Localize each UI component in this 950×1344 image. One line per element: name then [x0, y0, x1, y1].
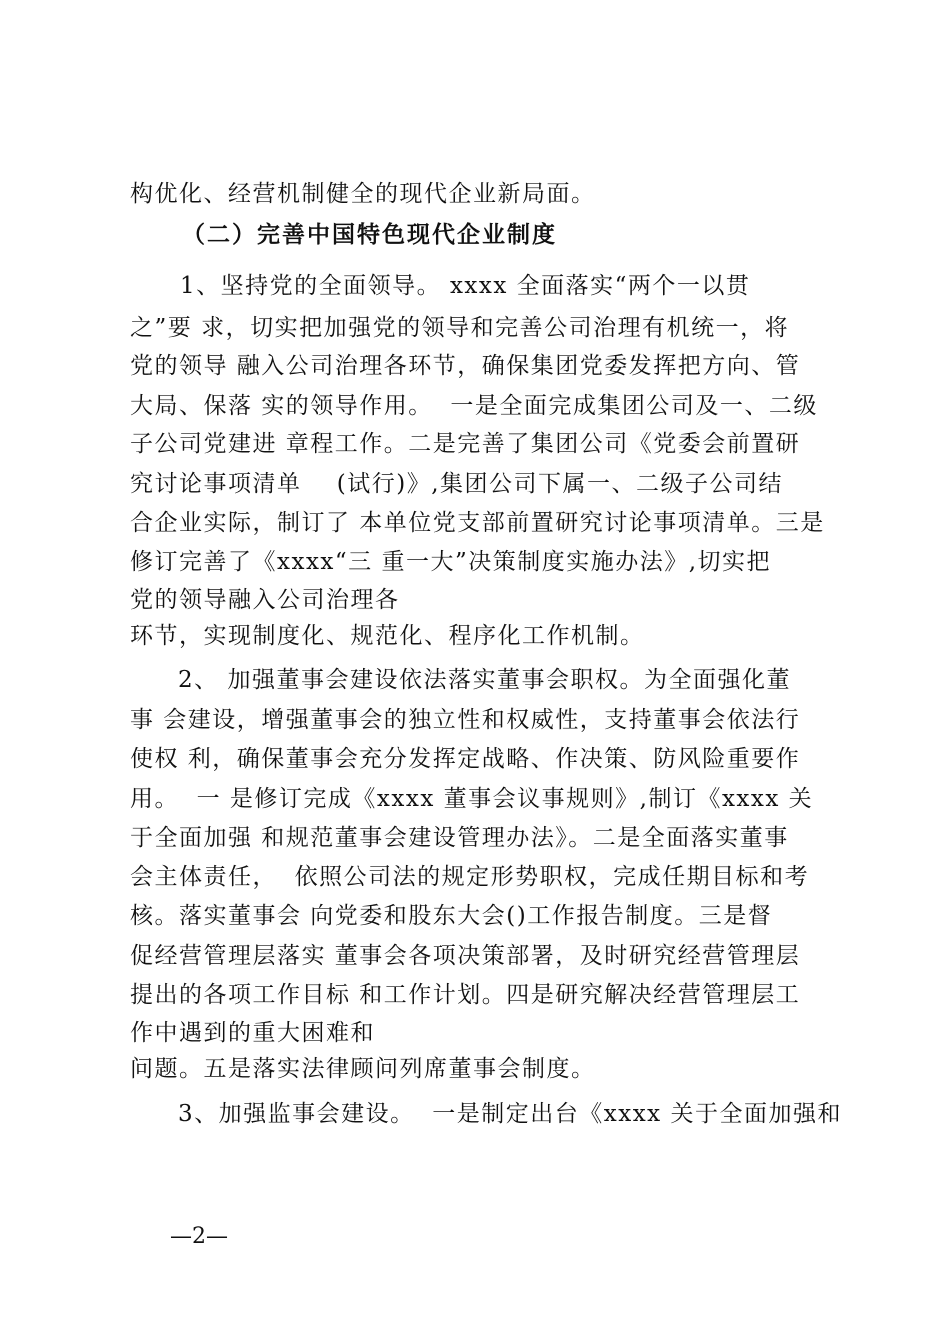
- body-text-line: 党的领导融入公司治理各: [130, 587, 400, 613]
- body-text-line: 用。 一 是修订完成《xxxx 董事会议事规则》,制订《xxxx 关: [130, 786, 814, 812]
- body-text-line: 环节，实现制度化、规范化、程序化工作机制。: [130, 623, 645, 649]
- body-text-line: 3、加强监事会建设。 一是制定出台《xxxx 关于全面加强和: [178, 1101, 842, 1127]
- section-heading: （二）完善中国特色现代企业制度: [182, 221, 557, 248]
- body-text-line: 大局、保落 实的领导作用。 一是全面完成集团公司及一、二级: [130, 393, 818, 419]
- body-text-line: 之”要 求，切实把加强党的领导和完善公司治理有机统一，将: [130, 315, 790, 341]
- body-text-line: 使权 利，确保董事会充分发挥定战略、作决策、防风险重要作: [130, 746, 801, 772]
- body-text-line: 于全面加强 和规范董事会建设管理办法》。二是全面落实董事: [130, 825, 789, 851]
- body-text-line: 2、 加强董事会建设依法落实董事会职权。为全面强化董: [178, 667, 791, 693]
- body-text-line: 合企业实际，制订了 本单位党支部前置研究讨论事项清单。三是: [130, 510, 825, 536]
- body-text-line: 问题。五是落实法律顾问列席董事会制度。: [130, 1056, 596, 1082]
- body-text-line: 提出的各项工作目标 和工作计划。四是研究解决经营管理层工: [130, 982, 801, 1008]
- body-text-line: 核。落实董事会 向党委和股东大会()工作报告制度。三是督: [130, 903, 773, 929]
- body-text-line: 党的领导 融入公司治理各环节，确保集团党委发挥把方向、管: [130, 353, 801, 379]
- body-text-line: 1、坚持党的全面领导。 xxxx 全面落实“两个一以贯: [180, 273, 751, 299]
- body-text-line: 子公司党建进 章程工作。二是完善了集团公司《党委会前置研: [130, 431, 801, 457]
- body-text-line: 促经营管理层落实 董事会各项决策部署，及时研究经营管理层: [130, 943, 801, 969]
- body-text-line: 修订完善了《xxxx“三 重一大”决策制度实施办法》,切实把: [130, 549, 772, 575]
- body-text-line: 会主体责任， 依照公司法的规定形势职权，完成任期目标和考: [130, 864, 810, 890]
- body-text-line: 构优化、经营机制健全的现代企业新局面。: [130, 181, 596, 207]
- body-text-line: 事 会建设，增强董事会的独立性和权威性，支持董事会依法行: [130, 707, 801, 733]
- body-text-line: 作中遇到的重大困难和: [130, 1020, 375, 1046]
- page-number: —2—: [170, 1224, 228, 1249]
- body-text-line: 究讨论事项清单 (试行)》,集团公司下属一、二级子公司结: [130, 471, 784, 497]
